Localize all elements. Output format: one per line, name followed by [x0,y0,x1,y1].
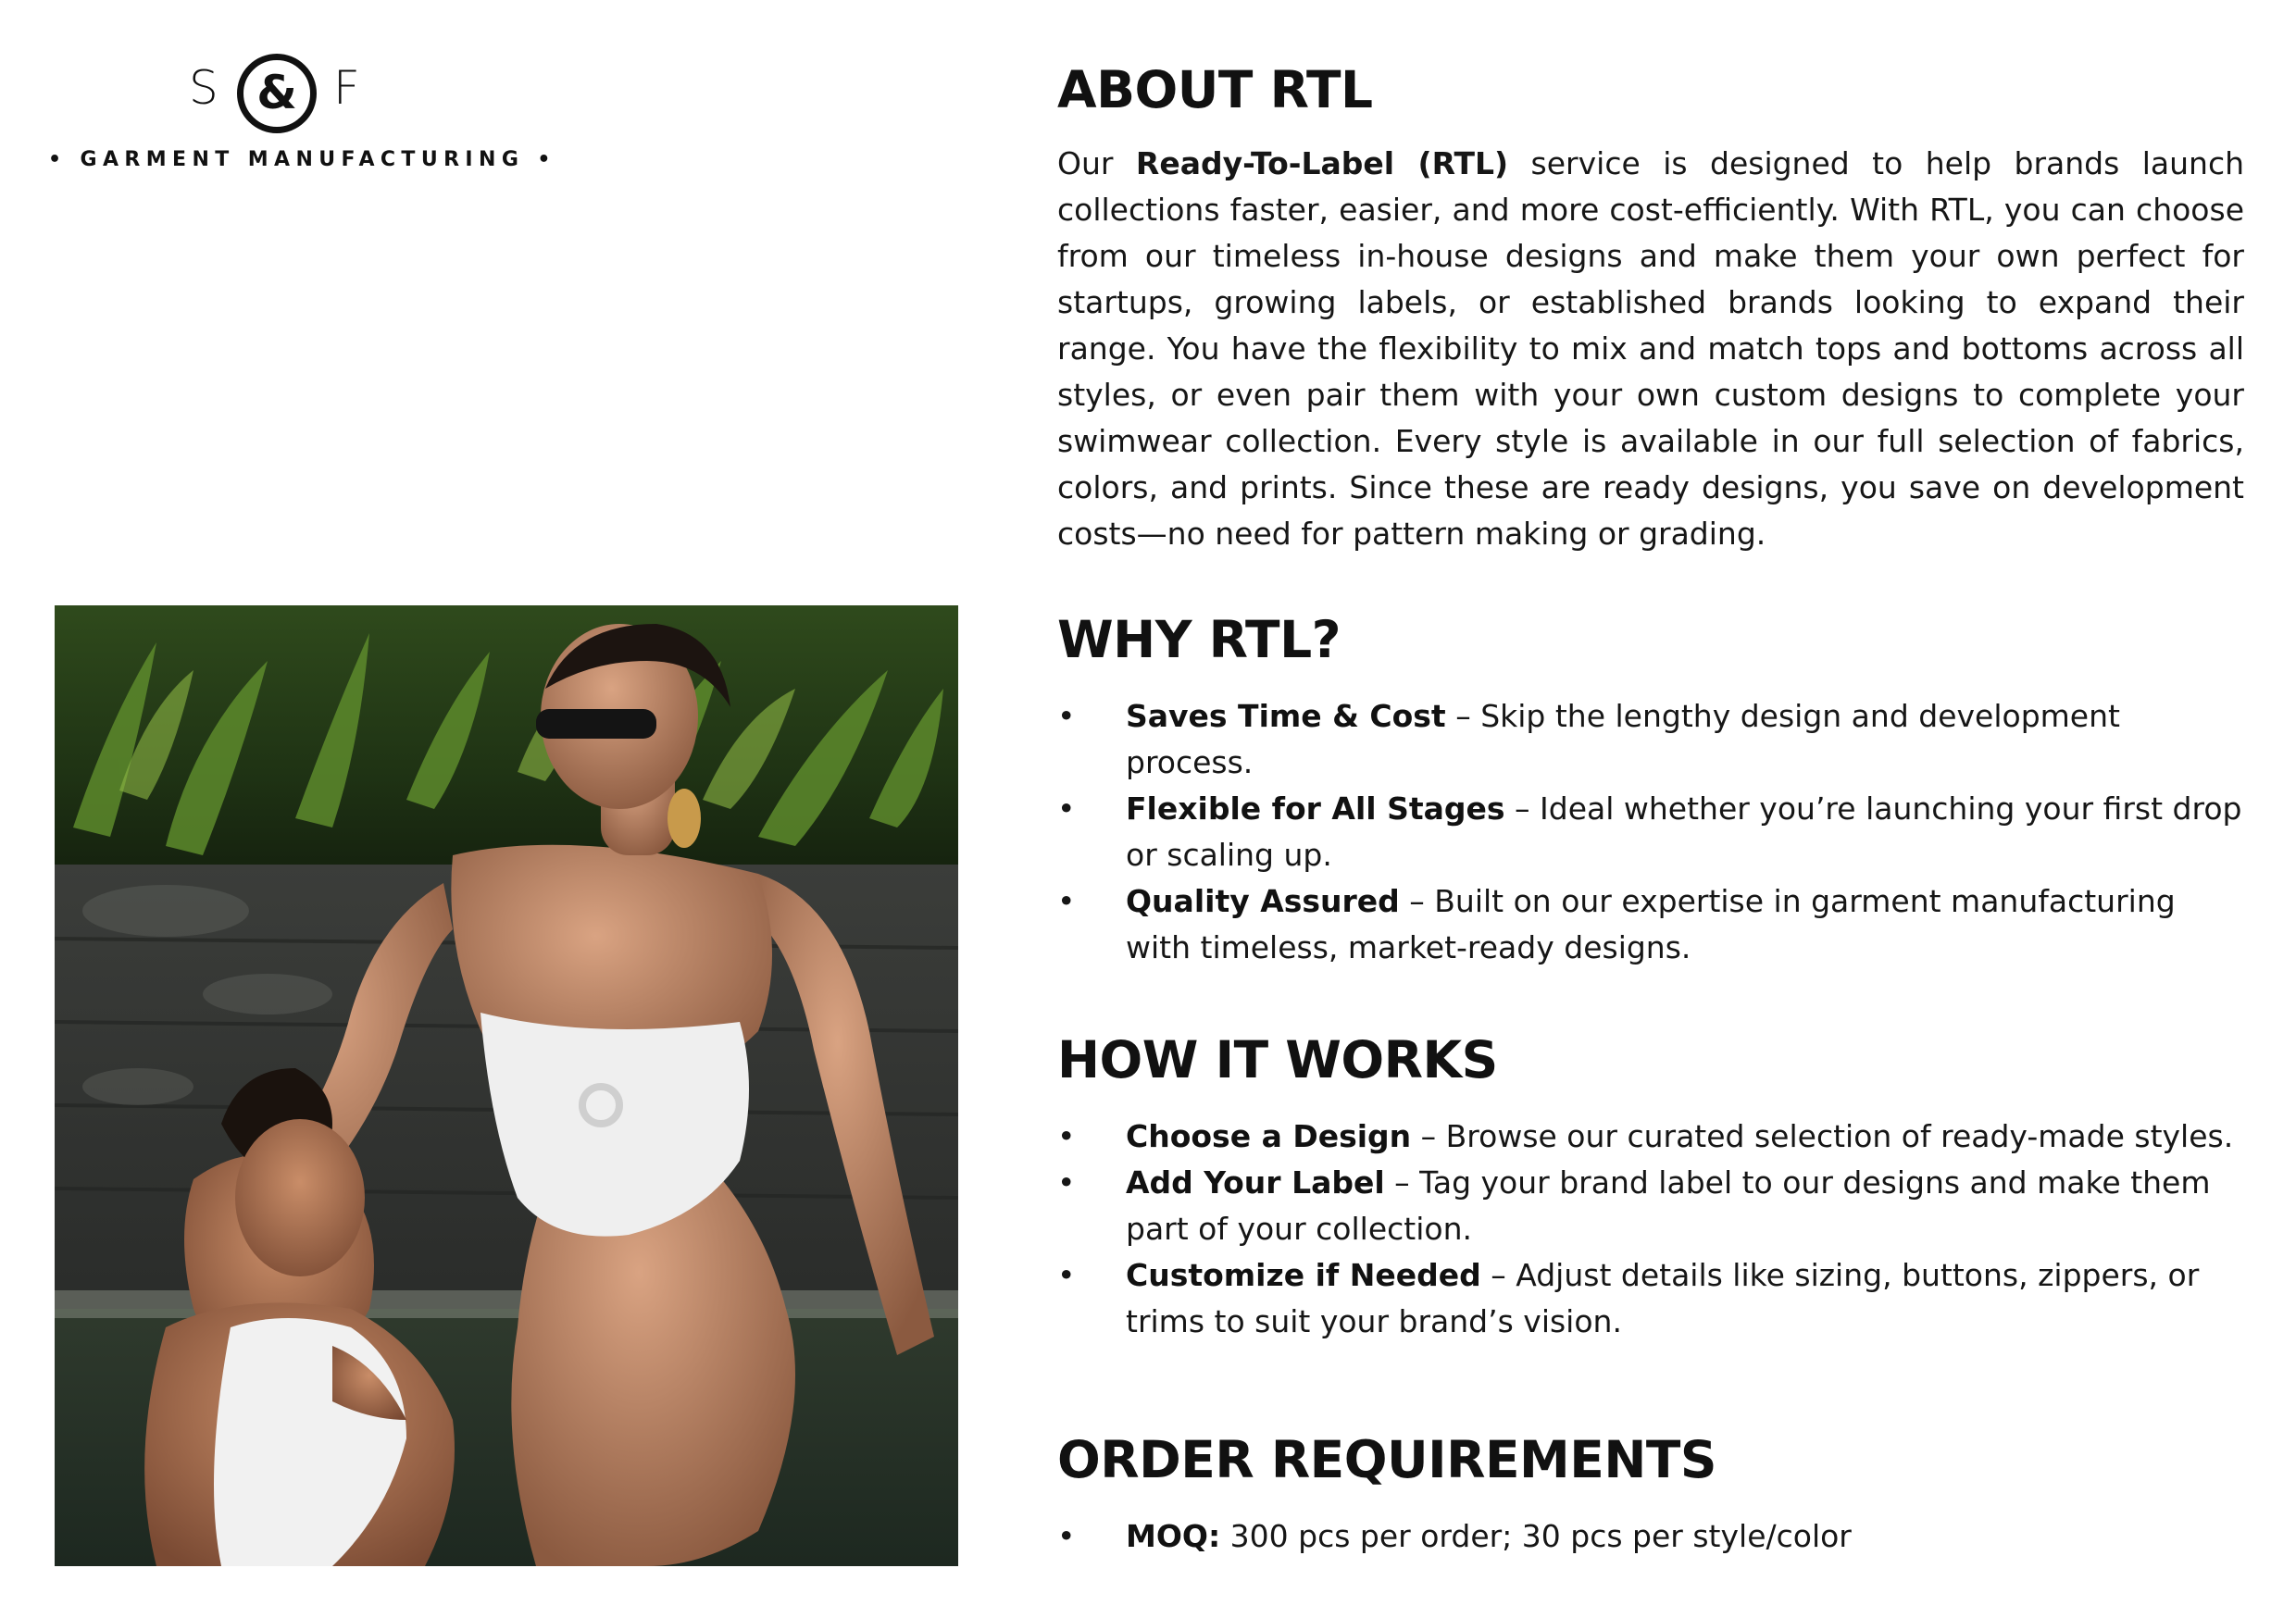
bullet-icon: • [1057,1164,1076,1201]
bullet-icon: • [1057,698,1076,734]
bullet-text: – Built on our expertise in garment manufacturing with timeless, market-ready designs. [1126,883,2176,965]
bullet-text: – Adjust details like sizing, buttons, zippers, or trims to suit your brand’s vision. [1126,1257,2200,1339]
list-item [1057,693,2244,786]
bullet-icon: • [1057,883,1076,919]
bullet-icon: • [1057,1257,1076,1293]
bullet-text: – Skip the lengthy design and development process. [1126,698,2120,780]
list-item [1057,1252,2244,1345]
logo-mark [48,52,502,137]
bullet-term: Add Your Label [1126,1164,1385,1201]
bullet-term: Flexible for All Stages [1126,790,1505,827]
logo-letter-s: S [189,61,218,115]
about-paragraph [1057,141,2244,557]
bullet-term: Quality Assured [1126,883,1400,919]
about-bold-term: Ready-To-Label (RTL) [1135,145,1509,181]
about-title: ABOUT RTL [1057,60,1373,119]
bullet-text: – Ideal whether you’re launching your first drop or scaling up. [1126,790,2242,873]
about-body: service is designed to help brands launch collections faster, easier, and more cost-efficiently. With RTL, you can choose from our timeless in-house designs and make them your own perfect for startups, growing labels, or established brands looking to expand their range. You have the flexibility to mix and match tops and bottoms across all styles, or even pair them with your own custom designs to complete your swimwear collection. Every style is available in our full selection of fabrics, colors, and prints. Since these are ready designs, you save on development costs—no need for pattern making or grading. [1057,145,2245,552]
bullet-text: – Tag your brand label to our designs and make them part of your collection. [1126,1164,2211,1247]
bullet-icon: • [1057,1118,1076,1154]
photo-illustration-icon [55,605,958,1566]
logo-letter-f: F [333,61,360,115]
bullet-icon: • [1057,1518,1076,1554]
brand-logo [48,52,556,181]
bullet-term: Customize if Needed [1126,1257,1481,1293]
logo-tagline: • GARMENT MANUFACTURING • [48,148,556,171]
logo-ampersand-circle [237,54,317,133]
order-title: ORDER REQUIREMENTS [1057,1430,1717,1489]
list-item [1057,878,2244,971]
bullet-term: MOQ: [1126,1518,1221,1554]
swimwear-photo [55,605,958,1566]
why-list [1057,693,2244,971]
about-intro: Our [1057,145,1136,181]
list-item [1057,786,2244,878]
list-item [1057,1114,2244,1160]
why-title: WHY RTL? [1057,610,1341,669]
how-title: HOW IT WORKS [1057,1030,1498,1089]
bullet-icon: • [1057,790,1076,827]
bullet-term: Saves Time & Cost [1126,698,1446,734]
order-list [1057,1513,2244,1560]
content-column [1057,0,2244,1618]
bullet-term: Choose a Design [1126,1118,1412,1154]
logo-ampersand: & [256,66,297,119]
list-item [1057,1160,2244,1252]
list-item [1057,1513,2244,1560]
how-list [1057,1114,2244,1345]
bullet-text: 300 pcs per order; 30 pcs per style/color [1220,1518,1852,1554]
bullet-text: – Browse our curated selection of ready-made styles. [1411,1118,2234,1154]
